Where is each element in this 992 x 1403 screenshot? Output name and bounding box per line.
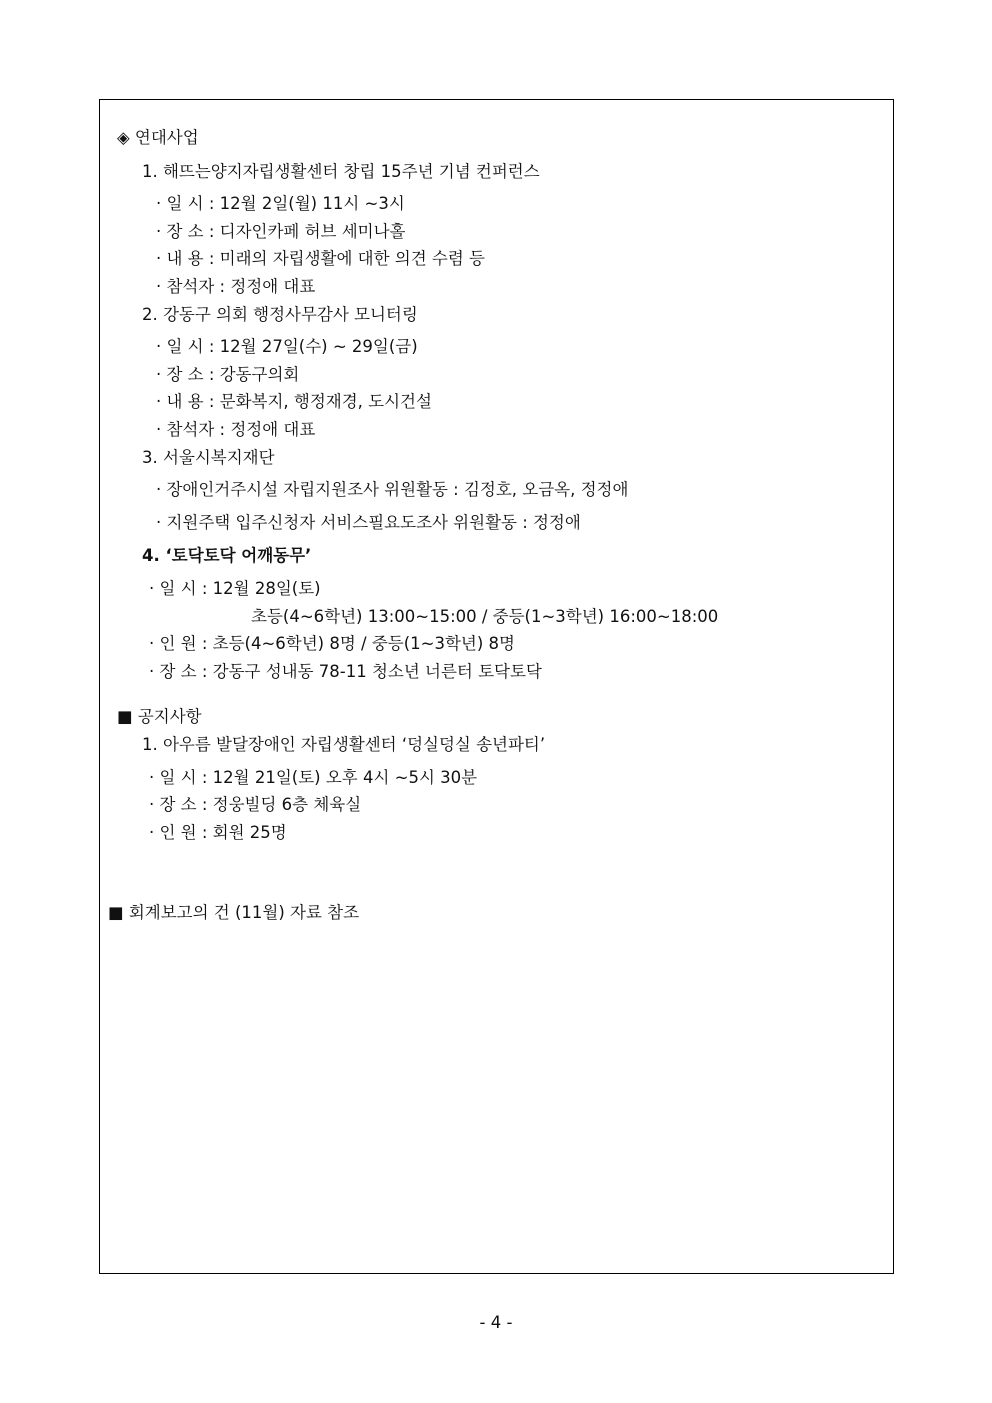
item-title-2: 2. 강동구 의회 행정사무감사 모니터링 <box>142 305 418 324</box>
section-heading-accounting: ■ 회계보고의 건 (11월) 자료 참조 <box>108 903 360 922</box>
section-heading-solidarity: ◈ 연대사업 <box>117 128 199 147</box>
item-3-line-2: · 지원주택 입주신청자 서비스필요도조사 위원활동 : 정정애 <box>156 513 581 532</box>
item-4-line-people: · 인 원 : 초등(4~6학년) 8명 / 중등(1~3학년) 8명 <box>149 634 515 653</box>
item-2-line-place: · 장 소 : 강동구의회 <box>156 365 300 384</box>
item-1-line-content: · 내 용 : 미래의 자립생활에 대한 의견 수렴 등 <box>156 249 485 268</box>
item-4-line-place: · 장 소 : 강동구 성내동 78-11 청소년 너른터 토닥토닥 <box>149 662 542 681</box>
item-2-line-date: · 일 시 : 12월 27일(수) ~ 29일(금) <box>156 337 418 356</box>
notice-line-place: · 장 소 : 정웅빌딩 6층 체육실 <box>149 795 362 814</box>
item-title-1: 1. 해뜨는양지자립생활센터 창립 15주년 기념 컨퍼런스 <box>142 162 540 181</box>
item-4-line-schedule: 초등(4~6학년) 13:00~15:00 / 중등(1~3학년) 16:00~18:00 <box>251 607 719 626</box>
notice-line-date: · 일 시 : 12월 21일(토) 오후 4시 ~5시 30분 <box>149 768 478 787</box>
item-2-line-content: · 내 용 : 문화복지, 행정재경, 도시건설 <box>156 392 432 411</box>
item-title-3: 3. 서울시복지재단 <box>142 448 275 467</box>
notice-title: 1. 아우름 발달장애인 자립생활센터 ‘덩실덩실 송년파티’ <box>142 735 546 754</box>
page-number: - 4 - <box>479 1313 513 1332</box>
item-1-line-date: · 일 시 : 12월 2일(월) 11시 ~3시 <box>156 194 405 213</box>
notice-line-people: · 인 원 : 회원 25명 <box>149 823 287 842</box>
section-heading-notice: ■ 공지사항 <box>117 707 202 726</box>
item-3-line-1: · 장애인거주시설 자립지원조사 위원활동 : 김정호, 오금옥, 정정애 <box>156 480 629 499</box>
item-4-line-date: · 일 시 : 12월 28일(토) <box>149 579 321 598</box>
item-2-line-attendee: · 참석자 : 정정애 대표 <box>156 420 316 439</box>
item-1-line-place: · 장 소 : 디자인카페 허브 세미나홀 <box>156 222 406 241</box>
item-title-4: 4. ‘토닥토닥 어깨동무’ <box>142 546 312 565</box>
item-1-line-attendee: · 참석자 : 정정애 대표 <box>156 277 316 296</box>
